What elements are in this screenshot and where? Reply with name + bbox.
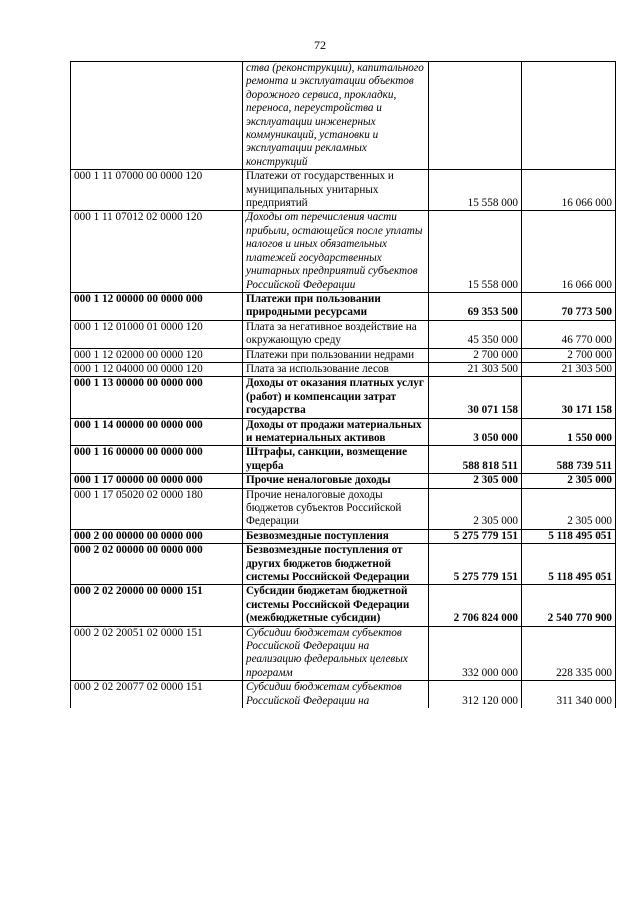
amount-year1-cell: 21 303 500 (429, 362, 522, 376)
amount-year2-cell: 1 550 000 (522, 418, 616, 446)
amount-year2-cell: 2 305 000 (522, 474, 616, 488)
amount-year1-cell: 332 000 000 (429, 626, 522, 681)
budget-code-cell (71, 62, 243, 170)
budget-revenue-table (70, 61, 616, 708)
budget-code-cell: 000 1 14 00000 00 0000 000 (71, 418, 243, 446)
table-row (71, 446, 616, 474)
budget-code-cell: 000 2 00 00000 00 0000 000 (71, 529, 243, 543)
table-row (71, 362, 616, 376)
amount-year2-cell: 311 340 000 (522, 681, 616, 708)
budget-code-cell: 000 1 17 00000 00 0000 000 (71, 474, 243, 488)
budget-code-cell: 000 2 02 20000 00 0000 151 (71, 585, 243, 626)
amount-year2-cell: 21 303 500 (522, 362, 616, 376)
amount-year2-cell: 46 770 000 (522, 320, 616, 348)
amount-year2-cell: 16 066 000 (522, 211, 616, 292)
amount-year2-cell: 70 773 500 (522, 292, 616, 320)
table-row (71, 681, 616, 708)
revenue-name-cell: Субсидии бюджетам субъектов Российской Федерации на реализацию федеральных целевых программ (243, 626, 429, 681)
amount-year1-cell: 2 700 000 (429, 348, 522, 362)
budget-code-cell: 000 1 13 00000 00 0000 000 (71, 377, 243, 418)
table-row (71, 348, 616, 362)
budget-code-cell: 000 2 02 00000 00 0000 000 (71, 544, 243, 585)
revenue-name-cell: Субсидии бюджетам бюджетной системы Российской Федерации (межбюджетные субсидии) (243, 585, 429, 626)
page-number: 72 (314, 38, 326, 52)
table-row (71, 62, 616, 170)
table-row (71, 488, 616, 529)
revenue-name-cell: Прочие неналоговые доходы бюджетов субъектов Российской Федерации (243, 488, 429, 529)
amount-year2-cell: 30 171 158 (522, 377, 616, 418)
revenue-name-cell: Платежи от государственных и муниципальных унитарных предприятий (243, 170, 429, 211)
table-row (71, 211, 616, 292)
table-row (71, 585, 616, 626)
amount-year2-cell: 2 700 000 (522, 348, 616, 362)
table-row (71, 626, 616, 681)
budget-code-cell: 000 2 02 20051 02 0000 151 (71, 626, 243, 681)
table-row (71, 292, 616, 320)
revenue-name-cell: Доходы от оказания платных услуг (работ) и компенсации затрат государства (243, 377, 429, 418)
table-row (71, 320, 616, 348)
table-row (71, 474, 616, 488)
table-row (71, 529, 616, 543)
table-row (71, 170, 616, 211)
amount-year2-cell: 2 305 000 (522, 488, 616, 529)
amount-year1-cell: 588 818 511 (429, 446, 522, 474)
amount-year1-cell: 69 353 500 (429, 292, 522, 320)
budget-code-cell: 000 1 12 02000 00 0000 120 (71, 348, 243, 362)
amount-year1-cell: 45 350 000 (429, 320, 522, 348)
amount-year2-cell (522, 62, 616, 170)
revenue-name-cell: Субсидии бюджетам субъектов Российской Федерации на (243, 681, 429, 708)
table-row (71, 418, 616, 446)
budget-code-cell: 000 2 02 20077 02 0000 151 (71, 681, 243, 708)
amount-year1-cell: 30 071 158 (429, 377, 522, 418)
budget-code-cell: 000 1 12 01000 01 0000 120 (71, 320, 243, 348)
revenue-name-cell: ства (реконструкции), капитального ремонта и эксплуатации объектов дорожного сервиса, прокладки, переноса, переустройства и эксплуатации инженерных коммуникаций, установки и эксплуатации рекламных конструкций (243, 62, 429, 170)
revenue-name-cell: Платежи при пользовании недрами (243, 348, 429, 362)
revenue-name-cell: Прочие неналоговые доходы (243, 474, 429, 488)
budget-code-cell: 000 1 12 00000 00 0000 000 (71, 292, 243, 320)
table-row (71, 544, 616, 585)
revenue-name-cell: Плата за негативное воздействие на окружающую среду (243, 320, 429, 348)
amount-year2-cell: 588 739 511 (522, 446, 616, 474)
table-row (71, 377, 616, 418)
amount-year1-cell: 5 275 779 151 (429, 544, 522, 585)
amount-year1-cell: 2 305 000 (429, 488, 522, 529)
revenue-name-cell: Платежи при пользовании природными ресурсами (243, 292, 429, 320)
budget-code-cell: 000 1 12 04000 00 0000 120 (71, 362, 243, 376)
amount-year2-cell: 228 335 000 (522, 626, 616, 681)
revenue-name-cell: Доходы от продажи материальных и нематериальных активов (243, 418, 429, 446)
revenue-name-cell: Штрафы, санкции, возмещение ущерба (243, 446, 429, 474)
amount-year2-cell: 16 066 000 (522, 170, 616, 211)
budget-code-cell: 000 1 17 05020 02 0000 180 (71, 488, 243, 529)
amount-year2-cell: 5 118 495 051 (522, 544, 616, 585)
amount-year1-cell: 2 706 824 000 (429, 585, 522, 626)
amount-year1-cell: 312 120 000 (429, 681, 522, 708)
budget-code-cell: 000 1 11 07012 02 0000 120 (71, 211, 243, 292)
revenue-name-cell: Доходы от перечисления части прибыли, остающейся после уплаты налогов и иных обязательных платежей государственных унитарных предприятий субъектов Российской Федерации (243, 211, 429, 292)
revenue-name-cell: Безвозмездные поступления (243, 529, 429, 543)
amount-year1-cell: 15 558 000 (429, 211, 522, 292)
amount-year1-cell (429, 62, 522, 170)
amount-year1-cell: 15 558 000 (429, 170, 522, 211)
amount-year1-cell: 2 305 000 (429, 474, 522, 488)
amount-year1-cell: 5 275 779 151 (429, 529, 522, 543)
revenue-name-cell: Безвозмездные поступления от других бюджетов бюджетной системы Российской Федерации (243, 544, 429, 585)
amount-year2-cell: 5 118 495 051 (522, 529, 616, 543)
budget-code-cell: 000 1 16 00000 00 0000 000 (71, 446, 243, 474)
amount-year2-cell: 2 540 770 900 (522, 585, 616, 626)
revenue-name-cell: Плата за использование лесов (243, 362, 429, 376)
table-body (71, 62, 616, 709)
budget-code-cell: 000 1 11 07000 00 0000 120 (71, 170, 243, 211)
amount-year1-cell: 3 050 000 (429, 418, 522, 446)
